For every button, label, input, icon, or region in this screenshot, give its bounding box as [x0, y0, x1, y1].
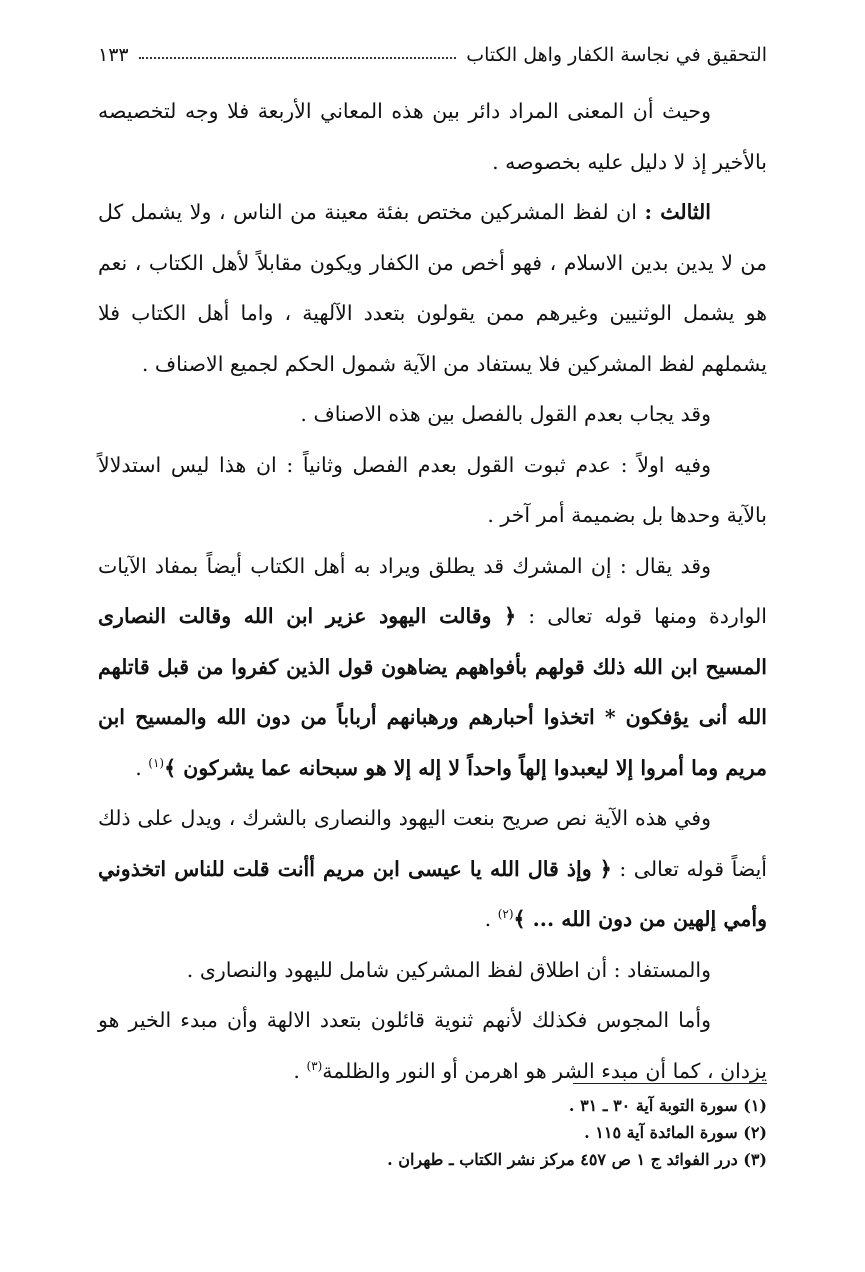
- paragraph-1: وحيث أن المعنى المراد دائر بين هذه المعاني الأربعة فلا وجه لتخصيصه بالأخير إذ لا دليل عليه بخصوصه .: [98, 99, 767, 174]
- quran-quote-1: ﴿ وقالت اليهود عزير ابن الله وقالت النصارى المسيح ابن الله ذلك قولهم بأفواههم يضاهون قول الذين كفروا من قبل قاتلهم الله أنى يؤفكون * اتخذوا أحبارهم ورهبانهم أرباباً من دون الله والمسيح ابن مريم وما أمروا إلا ليعبدوا إلهاً واحداً لا إله إلا هو سبحانه عما يشركون ﴾: [98, 604, 767, 780]
- footnote-divider: [573, 1083, 767, 1084]
- paragraph-6: [98, 793, 767, 945]
- paragraph-5-text: وقد يقال : إن المشرك قد يطلق ويراد به أهل الكتاب أيضاً بمفاد الآيات الواردة ومنها قوله تعالى :: [98, 553, 767, 628]
- footnote-2: (٢) سورة المائدة آية ١١٥ .: [584, 1123, 767, 1142]
- paragraph-2: [98, 187, 767, 389]
- footnote-ref-2: (٢): [497, 907, 514, 922]
- dotted-leader: [139, 57, 457, 59]
- footnote-ref-1: (١): [148, 755, 165, 770]
- paragraph-4: وفيه اولاً : عدم ثبوت القول بعدم الفصل وثانياً : ان هذا ليس استدلالاً بالآية وحدها بل بضميمة أمر آخر .: [98, 452, 767, 527]
- paragraph-8-end: .: [293, 1058, 307, 1083]
- page-number: ١٣٣: [98, 44, 129, 66]
- footnote-ref-3: (٣): [306, 1058, 323, 1073]
- paragraph-6-text: وفي هذه الآية نص صريح بنعت اليهود والنصارى بالشرك ، ويدل على ذلك أيضاً قوله تعالى :: [98, 806, 768, 881]
- main-text: [98, 86, 767, 1096]
- paragraph-8-text: وأما المجوس فكذلك لأنهم ثنوية قائلون بتعدد الالهة وأن مبدء الخير هو يزدان ، كما أن مبدء الشر هو اهرمن أو النور والظلمة: [98, 1008, 767, 1083]
- quran-quote-2: ﴿ وإذ قال الله يا عيسى ابن مريم أأنت قلت للناس اتخذوني وأمي إلهين من دون الله ... ﴾: [98, 856, 767, 931]
- paragraph-3: وقد يجاب بعدم القول بالفصل بين هذه الاصناف .: [300, 402, 711, 426]
- paragraph-8: [98, 995, 767, 1096]
- section-heading-third: الثالث :: [644, 200, 711, 224]
- paragraph-6-end: .: [484, 907, 498, 931]
- paragraph-5: [98, 541, 767, 794]
- running-header: [98, 30, 767, 66]
- footnote-3: (٣) درر الفوائد ج ١ ص ٤٥٧ مركز نشر الكتاب ـ طهران .: [387, 1150, 767, 1169]
- footnotes: [147, 1092, 767, 1173]
- paragraph-5-end: .: [135, 755, 149, 780]
- paragraph-2-text: ان لفظ المشركين مختص بفئة معينة من الناس ، ولا يشمل كل من لا يدين بدين الاسلام ، فهو أخص من الكفار ويكون مقابلاً لأهل الكتاب ، نعم هو يشمل الوثنيين وغيرهم ممن يقولون بتعدد الآلهية ، واما أهل الكتاب فلا يشملهم لفظ المشركين فلا يستفاد من الآية شمول الحكم لجميع الاصناف .: [98, 200, 767, 376]
- footnote-1: (١) سورة التوبة آية ٣٠ ـ ٣١ .: [568, 1096, 767, 1115]
- paragraph-7: والمستفاد : أن اطلاق لفظ المشركين شامل لليهود والنصارى .: [186, 957, 711, 982]
- running-title: التحقيق في نجاسة الكفار واهل الكتاب: [466, 44, 767, 66]
